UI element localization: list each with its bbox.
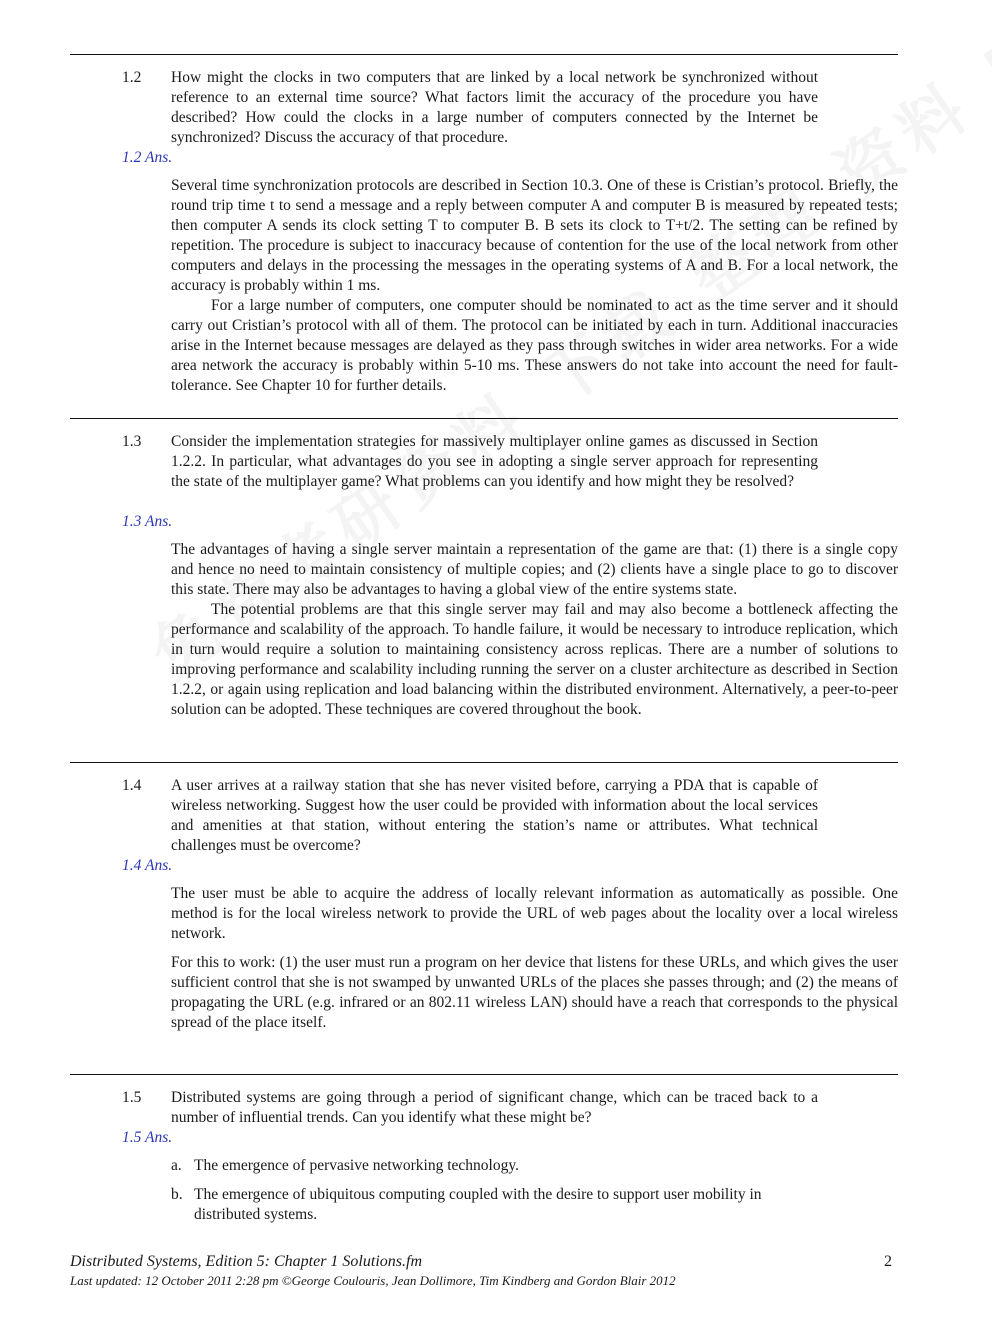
question-text: How might the clocks in two computers that are linked by a local network be synchronized without reference to an external time source? What factors limit the accuracy of the procedure you have described? How could the clocks in a large number of computers connected by the Internet be synchronized? Discuss the accuracy of that procedure.	[171, 69, 818, 146]
answer-paragraph: Several time synchronization protocols are described in Section 10.3. One of these is Cristian’s protocol. Briefly, the round trip time t to send a message and a reply between computer A and computer B is measured by repeated tests; then computer A sends its clock setting T to computer B. B sets its clock to T+t/2. The setting can be refined by repetition. The procedure is subject to inaccuracy because of contention for the use of the local network from other computers and delays in the processing the messages in the operating systems of A and B. For a local network, the accuracy is probably within 1 ms.	[171, 177, 898, 294]
footer-title: Distributed Systems, Edition 5: Chapter 1 Solutions.fm	[70, 1253, 422, 1270]
page-number: 2	[884, 1253, 892, 1270]
question-text: Consider the implementation strategies for massively multiplayer online games as discussed in Section 1.2.2. In particular, what advantages do you see in adopting a single server approach for representing the state of the multiplayer game? What problems can you identify and how might they be resolved?	[171, 433, 818, 490]
answer-body	[171, 176, 898, 396]
question-number: 1.2	[122, 69, 142, 86]
section-divider	[70, 54, 898, 55]
answer-body	[171, 540, 898, 720]
question-number: 1.5	[122, 1089, 142, 1106]
question-text: Distributed systems are going through a period of significant change, which can be traced back to a number of influential trends. Can you identify what these might be?	[171, 1089, 818, 1126]
answer-label: 1.4 Ans.	[122, 857, 173, 874]
answer-paragraph: For this to work: (1) the user must run a program on her device that listens for these URLs, and which gives the user sufficient control that she is not swamped by unwanted URLs of the places she passes through; and (2) the means of propagating the URL (e.g. infrared or an 802.11 wireless LAN) should have a reach that corresponds to the physical spread of the place itself.	[171, 954, 898, 1031]
list-item	[171, 1156, 821, 1176]
list-item-text: The emergence of pervasive networking technology.	[194, 1157, 519, 1174]
answer-paragraph: The potential problems are that this single server may fail and may also become a bottleneck affecting the performance and scalability of the approach. To handle failure, it would be necessary to introduce replication, which in turn would require a solution to maintaining consistency across replicas. There are a number of solutions to improving performance and scalability including running the server on a cluster architecture as described in Section 1.2.2, or again using replication and load balancing within the distributed environment. Alternatively, a peer-to-peer solution can be adopted. These techniques are covered throughout the book.	[171, 601, 898, 718]
question-text: A user arrives at a railway station that she has never visited before, carrying a PDA that is capable of wireless networking. Suggest how the user could be provided with information about the local services and amenities at that station, without entering the station’s name or attributes. What technical challenges must be overcome?	[171, 777, 818, 854]
list-item	[171, 1185, 821, 1225]
answer-paragraph: The user must be able to acquire the address of locally relevant information as automatically as possible. One method is for the local wireless network to provide the URL of web pages about the locality over a local wireless network.	[171, 885, 898, 942]
list-item-label: a.	[171, 1157, 182, 1174]
answer-label: 1.5 Ans.	[122, 1129, 173, 1146]
answer-label: 1.2 Ans.	[122, 149, 173, 166]
section-divider	[70, 418, 898, 419]
answer-paragraph: The advantages of having a single server maintain a representation of the game are that: (1) there is a single copy and hence no need to maintain consistency of multiple copies; and (2) clients have a single place to go to discover this state. There may also be advantages to having a global view of the entire systems state.	[171, 541, 898, 598]
list-item-label: b.	[171, 1186, 183, 1203]
list-item-text: The emergence of ubiquitous computing coupled with the desire to support user mobility in distributed systems.	[194, 1186, 762, 1223]
section-divider	[70, 1074, 898, 1075]
answer-paragraph: For a large number of computers, one computer should be nominated to act as the time server and it should carry out Cristian’s protocol with all of them. The protocol can be initiated by each in turn. Additional inaccuracies arise in the Internet because messages are delayed as they pass through switches in wider area networks. For a wide area network the accuracy is probably within 5-10 ms. These answers do not take into account the need for fault-tolerance. See Chapter 10 for further details.	[171, 297, 898, 394]
question-number: 1.4	[122, 777, 142, 794]
section-divider	[70, 762, 898, 763]
question-number: 1.3	[122, 433, 142, 450]
answer-label: 1.3 Ans.	[122, 513, 173, 530]
footer-meta: Last updated: 12 October 2011 2:28 pm ©George Coulouris, Jean Dollimore, Tim Kindberg and Gordon Blair 2012	[70, 1273, 676, 1288]
